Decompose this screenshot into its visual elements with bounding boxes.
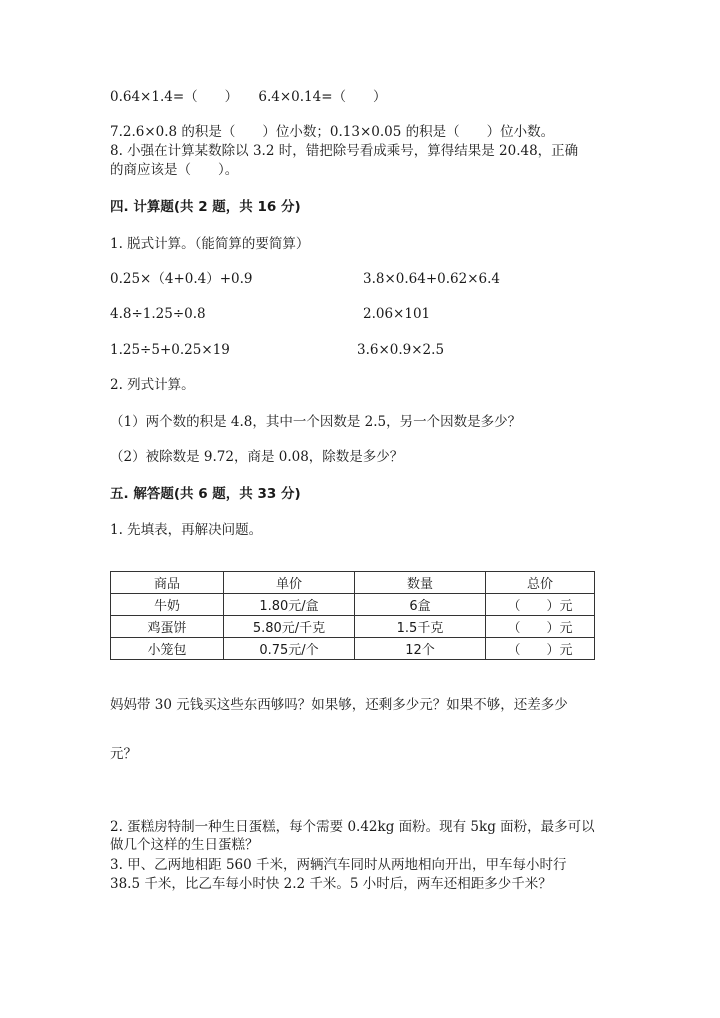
table-cell: 牛奶 xyxy=(111,594,224,616)
section-5-q2-line-2: 做几个这样的生日蛋糕？ xyxy=(110,837,259,853)
section-5-q3-line-2: 38.5 千米，比乙车每小时快 2.2 千米。5 小时后，两车还相距多少千米？ xyxy=(110,876,552,892)
table-cell: 1.5千克 xyxy=(355,616,486,638)
calc-item-2-right: 2.06×101 xyxy=(363,306,431,322)
table-cell: 鸡蛋饼 xyxy=(111,616,224,638)
section-4-q2-title: 2. 列式计算。 xyxy=(110,377,195,393)
table-header-cell: 单价 xyxy=(224,572,355,594)
table-cell: 1.80元/盒 xyxy=(224,594,355,616)
section-5-q3-line-1: 3. 甲、乙两地相距 560 千米，两辆汽车同时从两地相向开出，甲车每小时行 xyxy=(110,857,567,873)
section-5-q2-line-1: 2. 蛋糕房特制一种生日蛋糕，每个需要 0.42kg 面粉。现有 5kg 面粉，最多可以 xyxy=(110,819,595,835)
section-5-title: 五. 解答题(共 6 题，共 33 分) xyxy=(110,486,301,502)
table-header-cell: 总价 xyxy=(486,572,595,594)
calc-item-3-left: 1.25÷5+0.25×19 xyxy=(110,342,230,358)
question-6: 0.64×1.4=（ ） 6.4×0.14=（ ） xyxy=(110,89,387,105)
table-cell: （ ）元 xyxy=(486,616,595,638)
table-cell: （ ）元 xyxy=(486,638,595,660)
calc-item-1-right: 3.8×0.64+0.62×6.4 xyxy=(363,271,500,287)
table-row xyxy=(111,594,595,616)
section-5-q1-question-line-1: 妈妈带 30 元钱买这些东西够吗？如果够，还剩多少元？如果不够，还差多少 xyxy=(110,697,568,713)
section-5-q1-question-line-2: 元？ xyxy=(110,746,137,762)
table-cell: 0.75元/个 xyxy=(224,638,355,660)
calc-item-3-right: 3.6×0.9×2.5 xyxy=(357,342,445,358)
table-header-cell: 商品 xyxy=(111,572,224,594)
section-4-q2-2: （2）被除数是 9.72，商是 0.08，除数是多少？ xyxy=(110,449,404,465)
table-row xyxy=(111,638,595,660)
calc-item-2-left: 4.8÷1.25÷0.8 xyxy=(110,306,206,322)
table-header-row xyxy=(111,572,595,594)
calc-item-1-left: 0.25×（4+0.4）+0.9 xyxy=(110,271,253,287)
question-8-line-2: 的商应该是（ ）。 xyxy=(110,162,239,178)
section-5-q1-title: 1. 先填表，再解决问题。 xyxy=(110,522,263,538)
table-cell: 12个 xyxy=(355,638,486,660)
table-cell: 6盒 xyxy=(355,594,486,616)
table-header-cell: 数量 xyxy=(355,572,486,594)
section-4-q2-1: （1）两个数的积是 4.8，其中一个因数是 2.5，另一个因数是多少？ xyxy=(110,414,522,430)
question-7: 7.2.6×0.8 的积是（ ）位小数；0.13×0.05 的积是（ ）位小数。 xyxy=(110,124,555,140)
table-cell: （ ）元 xyxy=(486,594,595,616)
section-4-q1-title: 1. 脱式计算。（能简算的要简算） xyxy=(110,236,310,252)
table-row xyxy=(111,616,595,638)
question-8-line-1: 8. 小强在计算某数除以 3.2 时，错把除号看成乘号，算得结果是 20.48，正确 xyxy=(110,143,579,159)
table-cell: 小笼包 xyxy=(111,638,224,660)
section-4-title: 四. 计算题(共 2 题，共 16 分) xyxy=(110,199,301,215)
price-table xyxy=(110,571,595,660)
table-cell: 5.80元/千克 xyxy=(224,616,355,638)
